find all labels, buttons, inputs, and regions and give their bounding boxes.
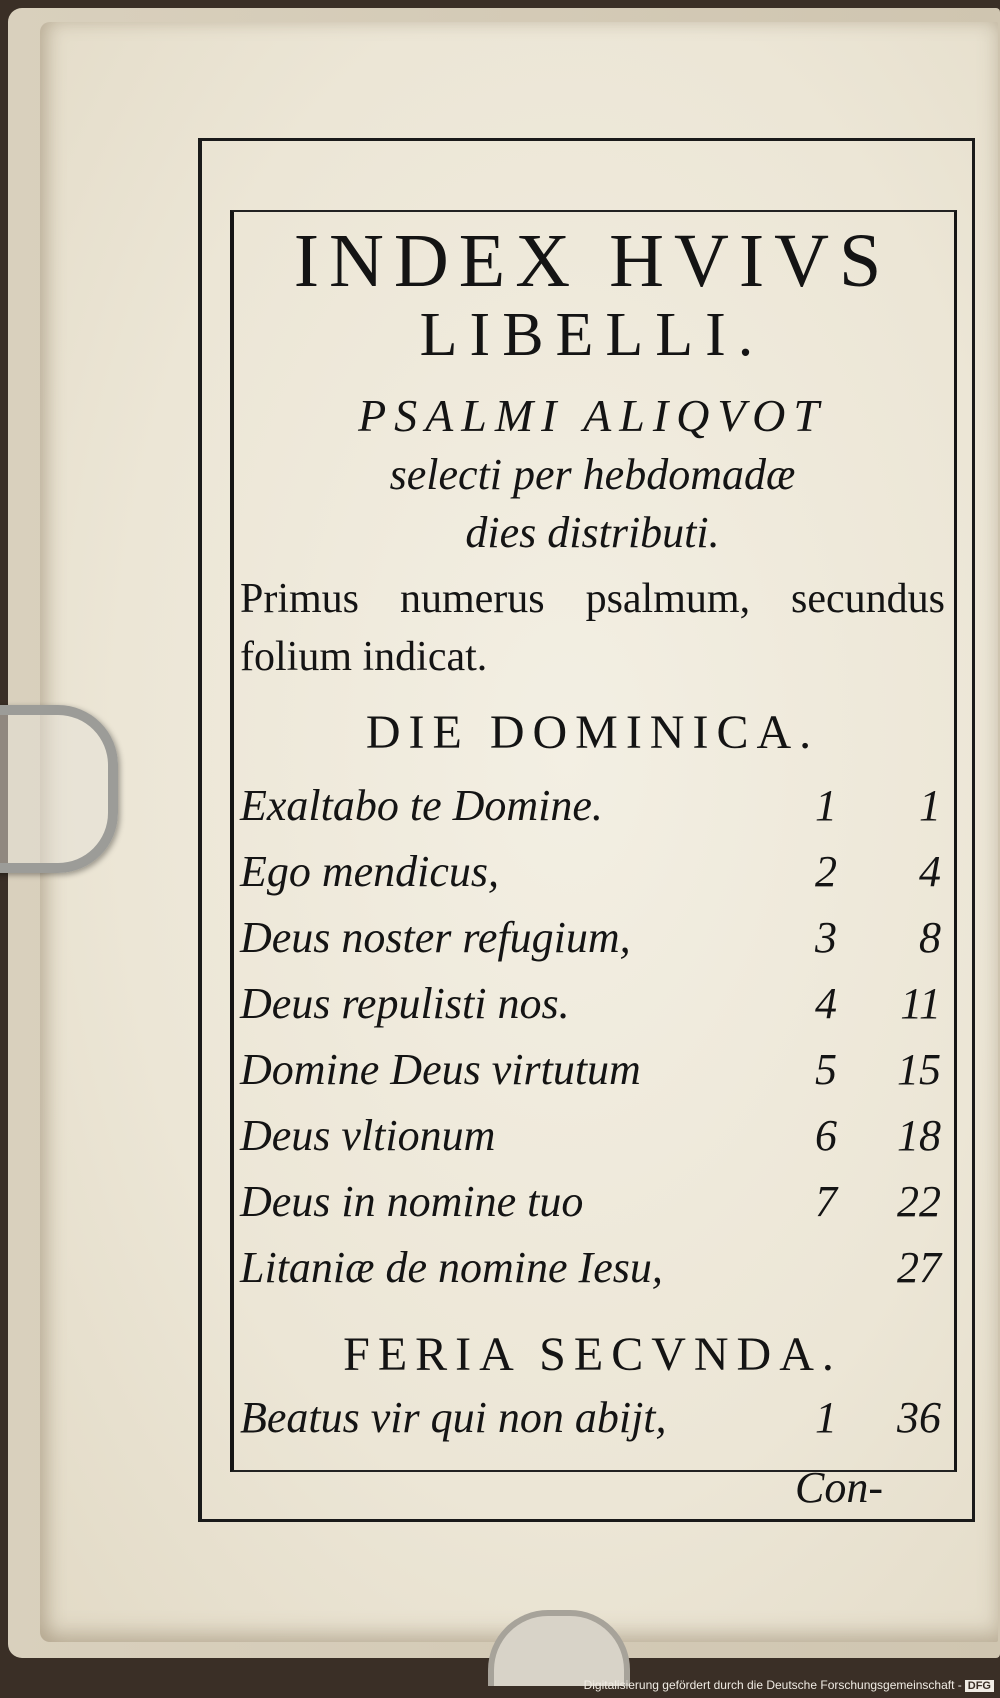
psalm-number: 1 bbox=[815, 781, 837, 830]
psalm-incipit: Deus noster refugium, bbox=[240, 913, 631, 962]
page-subtitle: LIBELLI. bbox=[419, 301, 766, 369]
folio-number: 1 bbox=[919, 781, 941, 830]
folio-number: 27 bbox=[897, 1243, 941, 1292]
psalmi-heading: PSALMI ALIQVOT bbox=[358, 390, 827, 441]
psalm-incipit: Litaniæ de nomine Iesu, bbox=[240, 1243, 663, 1292]
dominica-list bbox=[240, 780, 945, 1308]
numbering-note: Primus numerus psalmum, secundus folium indicat. bbox=[240, 576, 945, 680]
folio-number: 4 bbox=[919, 847, 941, 896]
psalm-number: 6 bbox=[815, 1111, 837, 1160]
list-item bbox=[240, 1044, 945, 1110]
page-clip bbox=[0, 705, 118, 873]
psalm-incipit: Deus in nomine tuo bbox=[240, 1177, 584, 1226]
list-item bbox=[240, 1392, 945, 1458]
psalm-number: 4 bbox=[815, 979, 837, 1028]
section-title-feria-secunda: FERIA SECVNDA. bbox=[343, 1328, 842, 1381]
psalm-incipit: Deus repulisti nos. bbox=[240, 979, 570, 1028]
dfg-logo: DFG bbox=[965, 1680, 994, 1692]
folio-number: 11 bbox=[900, 979, 941, 1028]
list-item bbox=[240, 846, 945, 912]
folio-number: 18 bbox=[897, 1111, 941, 1160]
folio-number: 15 bbox=[897, 1045, 941, 1094]
folio-number: 22 bbox=[897, 1177, 941, 1226]
credit-text: Digitalisierung gefördert durch die Deutsche Forschungsgemeinschaft - bbox=[583, 1678, 962, 1692]
psalm-number: 7 bbox=[815, 1177, 837, 1226]
psalm-incipit: Deus vltionum bbox=[240, 1111, 496, 1160]
subheading-line-1: selecti per hebdomadæ bbox=[389, 450, 796, 499]
feria-secunda-list bbox=[240, 1392, 945, 1458]
section-title-dominica: DIE DOMINICA. bbox=[365, 706, 820, 759]
index-content bbox=[240, 220, 945, 1458]
list-item bbox=[240, 978, 945, 1044]
psalm-incipit: Ego mendicus, bbox=[240, 847, 500, 896]
psalm-number: 5 bbox=[815, 1045, 837, 1094]
page-title: INDEX HVIVS bbox=[293, 219, 892, 303]
list-item bbox=[240, 1242, 945, 1308]
psalm-incipit: Beatus vir qui non abijt, bbox=[240, 1393, 667, 1442]
list-item bbox=[240, 1110, 945, 1176]
list-item bbox=[240, 1176, 945, 1242]
folio-number: 8 bbox=[919, 913, 941, 962]
list-item bbox=[240, 912, 945, 978]
catchword: Con- bbox=[795, 1463, 883, 1512]
folio-number: 36 bbox=[897, 1393, 941, 1442]
digitization-credit bbox=[584, 1678, 994, 1692]
psalm-number: 3 bbox=[815, 913, 837, 962]
psalm-incipit: Exaltabo te Domine. bbox=[240, 781, 603, 830]
psalm-incipit: Domine Deus virtutum bbox=[240, 1045, 641, 1094]
psalm-number: 1 bbox=[815, 1393, 837, 1442]
psalm-number: 2 bbox=[815, 847, 837, 896]
subheading-line-2: dies distributi. bbox=[465, 508, 720, 557]
list-item bbox=[240, 780, 945, 846]
